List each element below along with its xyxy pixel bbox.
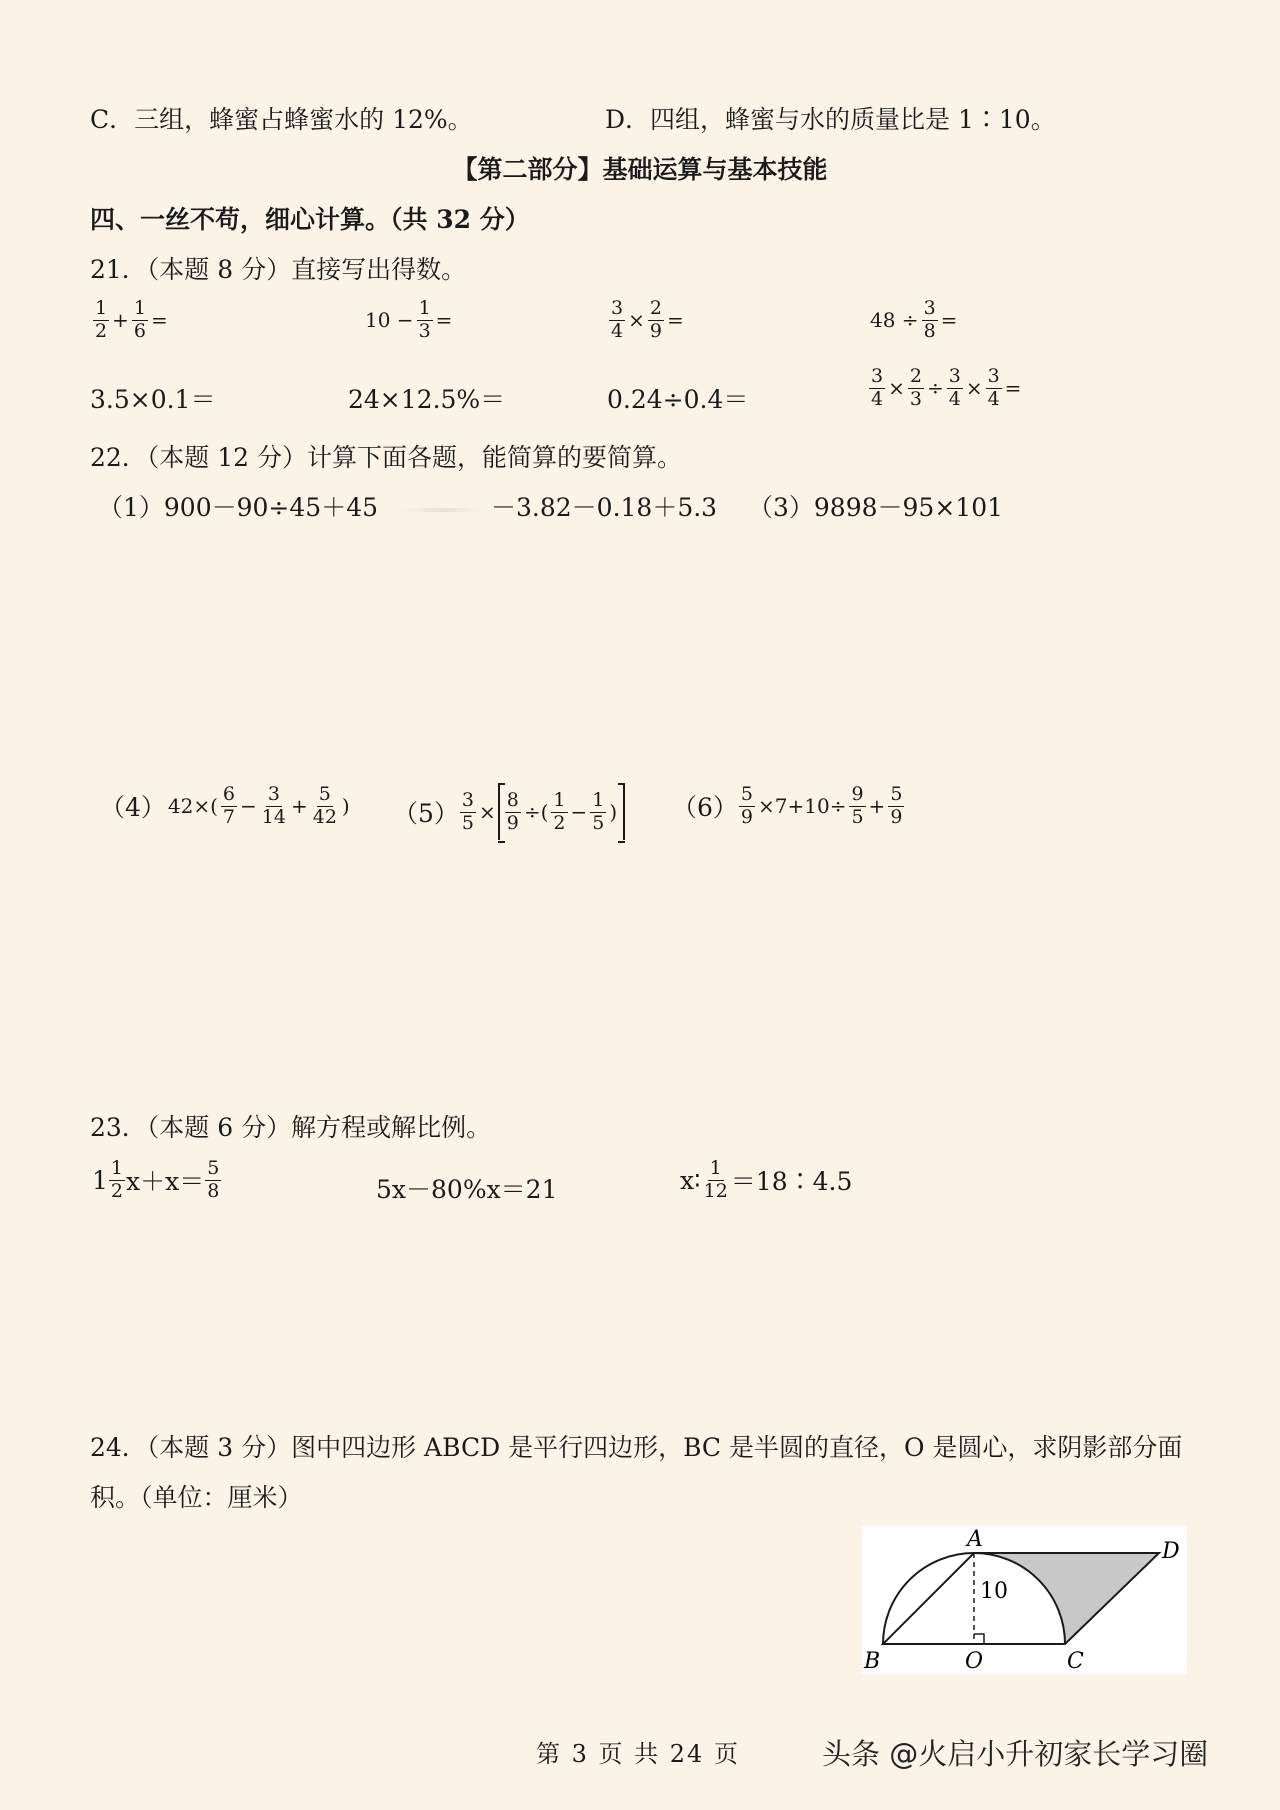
q21-title: 21．（本题 8 分）直接写出得数。 [90, 255, 467, 284]
q23-equation-3: x∶ $\frac{1}{12}$ ＝18∶4.5 [680, 1157, 853, 1202]
right-angle-mark [974, 1634, 984, 1644]
q21-expr-6: 24×12.5%＝ [348, 385, 506, 414]
q22-problem-6: （6） $\frac{5}{9}$ ×7+10÷ $\frac{9}{5}$ + $\frac{5}{9}$ [672, 783, 903, 828]
q22-problem-2: －3.82－0.18＋5.3 [400, 488, 717, 524]
section4-title: 四、一丝不苟，细心计算。（共 32 分） [90, 205, 530, 234]
square-bracket: $\frac{8}{9}$ ÷( $\frac{1}{2}$ − $\frac{1}{5}$ ) [498, 784, 625, 840]
watermark: 头条 @火启小升初家长学习圈 [822, 1737, 1209, 1771]
label-c: C [1067, 1649, 1084, 1674]
option-c: C．三组，蜂蜜占蜂蜜水的 12%。 [90, 105, 473, 134]
label-b: B [864, 1649, 881, 1674]
q21-expr-2: 10 − $\frac{1}{3}$ = [365, 297, 453, 342]
page-footer: 第 3 页 共 24 页 [536, 1740, 740, 1768]
label-d: D [1162, 1539, 1180, 1564]
part2-title: 【第二部分】基础运算与基本技能 [452, 155, 828, 184]
height-label: 10 [980, 1579, 1008, 1604]
q23-title: 23．（本题 6 分）解方程或解比例。 [90, 1113, 492, 1142]
q24-line-1: 24．（本题 3 分）图中四边形 ABCD 是平行四边形，BC 是半圆的直径，O 是圆心，求阴影部分面 [90, 1433, 1183, 1462]
q21-expr-3: $\frac{3}{4}$ × $\frac{2}{9}$ = [611, 297, 684, 342]
q22-title: 22．（本题 12 分）计算下面各题，能简算的要简算。 [90, 443, 683, 472]
q22-problem-1: （1）900－90÷45＋45 [98, 493, 379, 522]
q21-expr-1: $\frac{1}{2}$ + $\frac{1}{6}$ = [95, 297, 168, 342]
q22-problem-5: （5） $\frac{3}{5}$ × $\frac{8}{9}$ ÷( $\frac{1}{2}$ − $\frac{1}{5}$ ) [393, 784, 625, 840]
label-a: A [967, 1527, 983, 1552]
q21-expr-5: 3.5×0.1＝ [90, 385, 216, 414]
blurred-area [400, 508, 485, 512]
q21-expr-4: 48 ÷ $\frac{3}{8}$ = [870, 297, 958, 342]
q22-problem-4: （4） 42×( $\frac{6}{7}$ − $\frac{3}{14}$ + $\frac{5}{42}$ ) [100, 783, 350, 828]
q21-expr-8: $\frac{3}{4}$ × $\frac{2}{3}$ ÷ $\frac{3}{4}$ × $\frac{3}{4}$ = [871, 365, 1022, 410]
q21-expr-7: 0.24÷0.4＝ [607, 385, 749, 414]
q23-equation-2: 5x－80%x＝21 [376, 1175, 558, 1204]
q23-equation-1: 1 $\frac{1}{2}$ x＋x＝ $\frac{5}{8}$ [92, 1157, 220, 1202]
q22-problem-3: （3）9898－95×101 [748, 493, 1004, 522]
figure-svg [862, 1526, 1187, 1674]
option-d: D．四组，蜂蜜与水的质量比是 1∶10。 [605, 105, 1056, 134]
q24-line-2: 积。（单位：厘米） [90, 1483, 303, 1512]
geometry-figure [862, 1526, 1187, 1674]
label-o: O [965, 1649, 984, 1674]
